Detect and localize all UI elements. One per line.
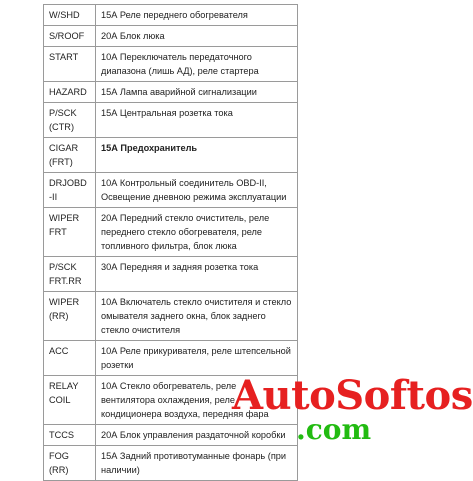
fuse-description-cell: 20А Блок управления раздаточной коробки (96, 425, 298, 446)
fuse-code-cell: CIGAR (FRT) (44, 138, 96, 173)
fuse-description-cell: 10А Переключатель передаточного диапазона (лишь АД), реле стартера (96, 47, 298, 82)
fuse-description-cell: 20А Передний стекло очиститель, реле переднего стекло обогревателя, реле топливного фильтра, блок люка (96, 208, 298, 257)
fuse-code-cell: WIPER FRT (44, 208, 96, 257)
fuse-description-cell: 10А Контрольный соединитель OBD-II, Освещение дневною режима эксплуатации (96, 173, 298, 208)
fuse-code-cell: RELAY COIL (44, 376, 96, 425)
fuse-description-cell: 20А Блок люка (96, 26, 298, 47)
fuse-code-cell: S/ROOF (44, 26, 96, 47)
fuse-code-cell: TCCS (44, 425, 96, 446)
fuse-code-cell: P/SCK (CTR) (44, 103, 96, 138)
watermark-domain: .com (296, 413, 372, 446)
fuse-description-cell: 30А Передняя и задняя розетка тока (96, 257, 298, 292)
fuse-code-cell: START (44, 47, 96, 82)
table-row (44, 82, 298, 103)
fuse-code-cell: FOG (RR) (44, 446, 96, 481)
fuse-description-cell: 10А Включатель стекло очистителя и стекло омывателя заднего окна, блок заднего стекло очистителя (96, 292, 298, 341)
table-row (44, 173, 298, 208)
table-row (44, 341, 298, 376)
fuse-description-cell: 10А Стекло обогреватель, реле вентилятора охлаждения, реле кондиционера воздуха, передняя фара (96, 376, 298, 425)
table-row (44, 208, 298, 257)
fuse-code-cell: W/SHD (44, 5, 96, 26)
fuse-description-cell: 10А Реле прикуривателя, реле штепсельной розетки (96, 341, 298, 376)
table-row (44, 47, 298, 82)
watermark-brand: AutoSoftos (232, 372, 473, 419)
fuse-code-cell: WIPER (RR) (44, 292, 96, 341)
fuse-code-cell: P/SCK FRT.RR (44, 257, 96, 292)
fuse-code-cell: ACC (44, 341, 96, 376)
fuse-description-cell: 15А Предохранитель (96, 138, 298, 173)
table-row (44, 446, 298, 481)
fuse-table (43, 4, 298, 481)
fuse-description-cell: 15А Лампа аварийной сигнализации (96, 82, 298, 103)
fuse-description-cell: 15А Центральная розетка тока (96, 103, 298, 138)
table-row (44, 425, 298, 446)
table-row (44, 292, 298, 341)
fuse-description-cell: 15А Реле переднего обогревателя (96, 5, 298, 26)
fuse-description-cell: 15А Задний противотуманные фонарь (при наличии) (96, 446, 298, 481)
fuse-code-cell: HAZARD (44, 82, 96, 103)
fuse-code-cell: DRJOBD -II (44, 173, 96, 208)
table-row (44, 376, 298, 425)
table-row (44, 138, 298, 173)
table-row (44, 257, 298, 292)
table-row (44, 5, 298, 26)
fuse-table-body (44, 5, 298, 481)
table-row (44, 103, 298, 138)
table-row (44, 26, 298, 47)
